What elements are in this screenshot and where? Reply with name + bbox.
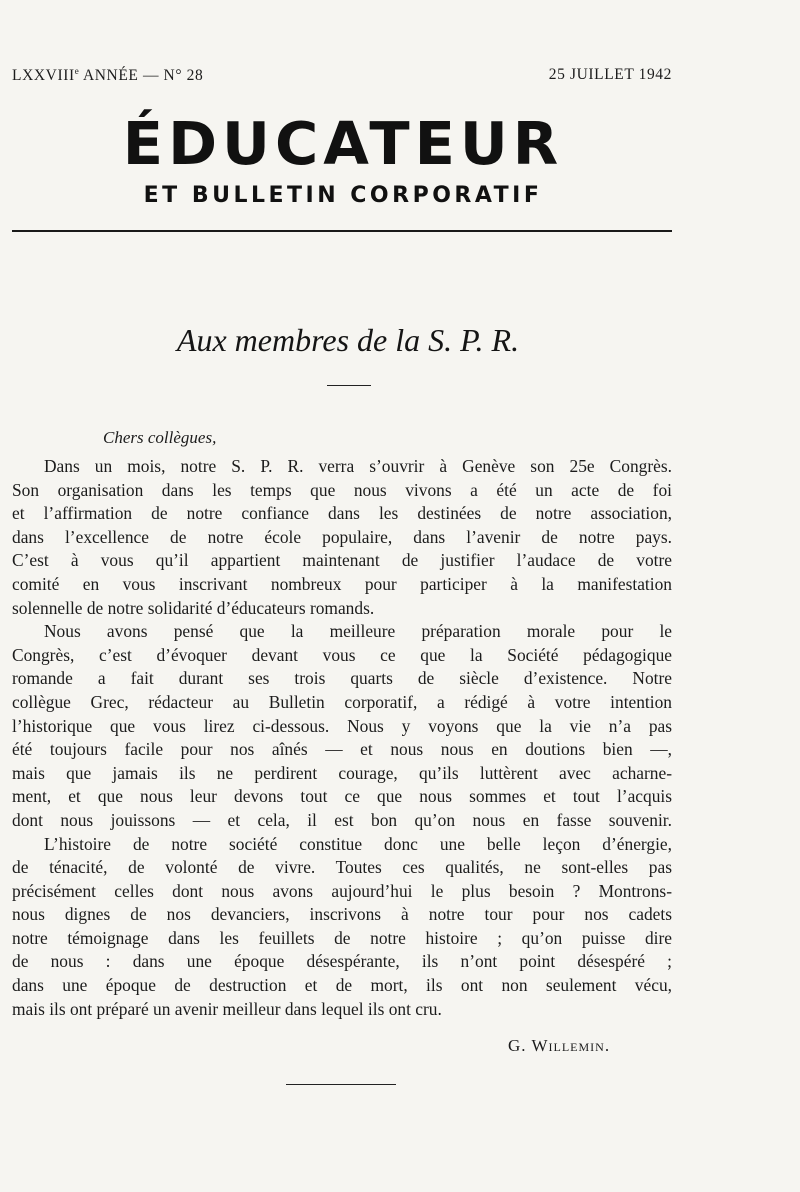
body-line: dans l’excellence de notre école populaire, dans l’avenir de notre pays. (12, 526, 672, 547)
body-line: dans une époque de destruction et de mort, ils ont non seulement vécu, (12, 975, 672, 996)
body-line: l’historique que vous lirez ci-dessous. Nous y voyons que la vie n’a pas (12, 715, 672, 736)
article-body (12, 455, 672, 1021)
issue-header (12, 66, 672, 86)
salutation: Chers collègues, (103, 428, 217, 447)
issue-number: LXXVIIIe ANNÉE — N° 28 (12, 66, 204, 85)
body-line: de ténacité, de volonté de vivre. Toutes ces qualités, ne sont-elles pas (12, 857, 672, 878)
author-signature: G. Willemin. (508, 1036, 611, 1055)
body-line: nous dignes de nos devanciers, inscrivons à notre tour pour nos cadets (12, 904, 672, 925)
body-line: comité en vous inscrivant nombreux pour participer à la manifestation (12, 573, 672, 594)
end-divider (286, 1084, 396, 1085)
body-line: mais que jamais ils ne perdirent courage, qu’ils luttèrent avec acharne- (12, 762, 672, 783)
masthead-subtitle: ET BULLETIN CORPORATIF (143, 183, 543, 208)
body-line: et l’affirmation de notre confiance dans les destinées de notre association, (12, 503, 672, 524)
body-line: Congrès, c’est d’évoquer devant vous ce que la Société pédagogique (12, 644, 672, 665)
body-line: dont nous jouissons — et cela, il est bon qu’on nous en fasse souvenir. (12, 809, 672, 830)
article-title: Aux membres de la S. P. R. (176, 322, 520, 358)
body-line: C’est à vous qu’il appartient maintenant de justifier l’audace de votre (12, 550, 672, 571)
body-line: de nous : dans une époque désespérante, ils n’ont point désespéré ; (12, 951, 672, 972)
body-line: L’histoire de notre société constitue donc une belle leçon d’énergie, (44, 833, 672, 854)
body-line: notre témoignage dans les feuillets de notre histoire ; qu’on puisse dire (12, 927, 672, 948)
body-line: solennelle de notre solidarité d’éducateurs romands. (12, 597, 375, 618)
body-line: été toujours facile pour nos aînés — et nous nous en doutions bien —, (12, 739, 672, 760)
body-line: Son organisation dans les temps que nous vivons a été un acte de foi (12, 479, 672, 500)
masthead-divider (12, 230, 672, 232)
body-line: romande a fait durant ses trois quarts de siècle d’existence. Notre (12, 668, 672, 689)
issue-date: 25 JUILLET 1942 (548, 66, 672, 83)
body-line: mais ils ont préparé un avenir meilleur dans lequel ils ont cru. (12, 998, 442, 1019)
body-line: collègue Grec, rédacteur au Bulletin corporatif, a rédigé à votre intention (12, 691, 672, 712)
title-divider (327, 385, 371, 386)
body-line: précisément celles dont nous avons aujourd’hui le plus besoin ? Montrons- (12, 880, 672, 901)
body-line: ment, et que nous leur devons tout ce que nous sommes et tout l’acquis (12, 786, 672, 807)
masthead-title: ÉDUCATEUR (122, 109, 564, 178)
body-line: Nous avons pensé que la meilleure préparation morale pour le (44, 621, 672, 642)
body-line: Dans un mois, notre S. P. R. verra s’ouvrir à Genève son 25e Congrès. (44, 456, 672, 476)
